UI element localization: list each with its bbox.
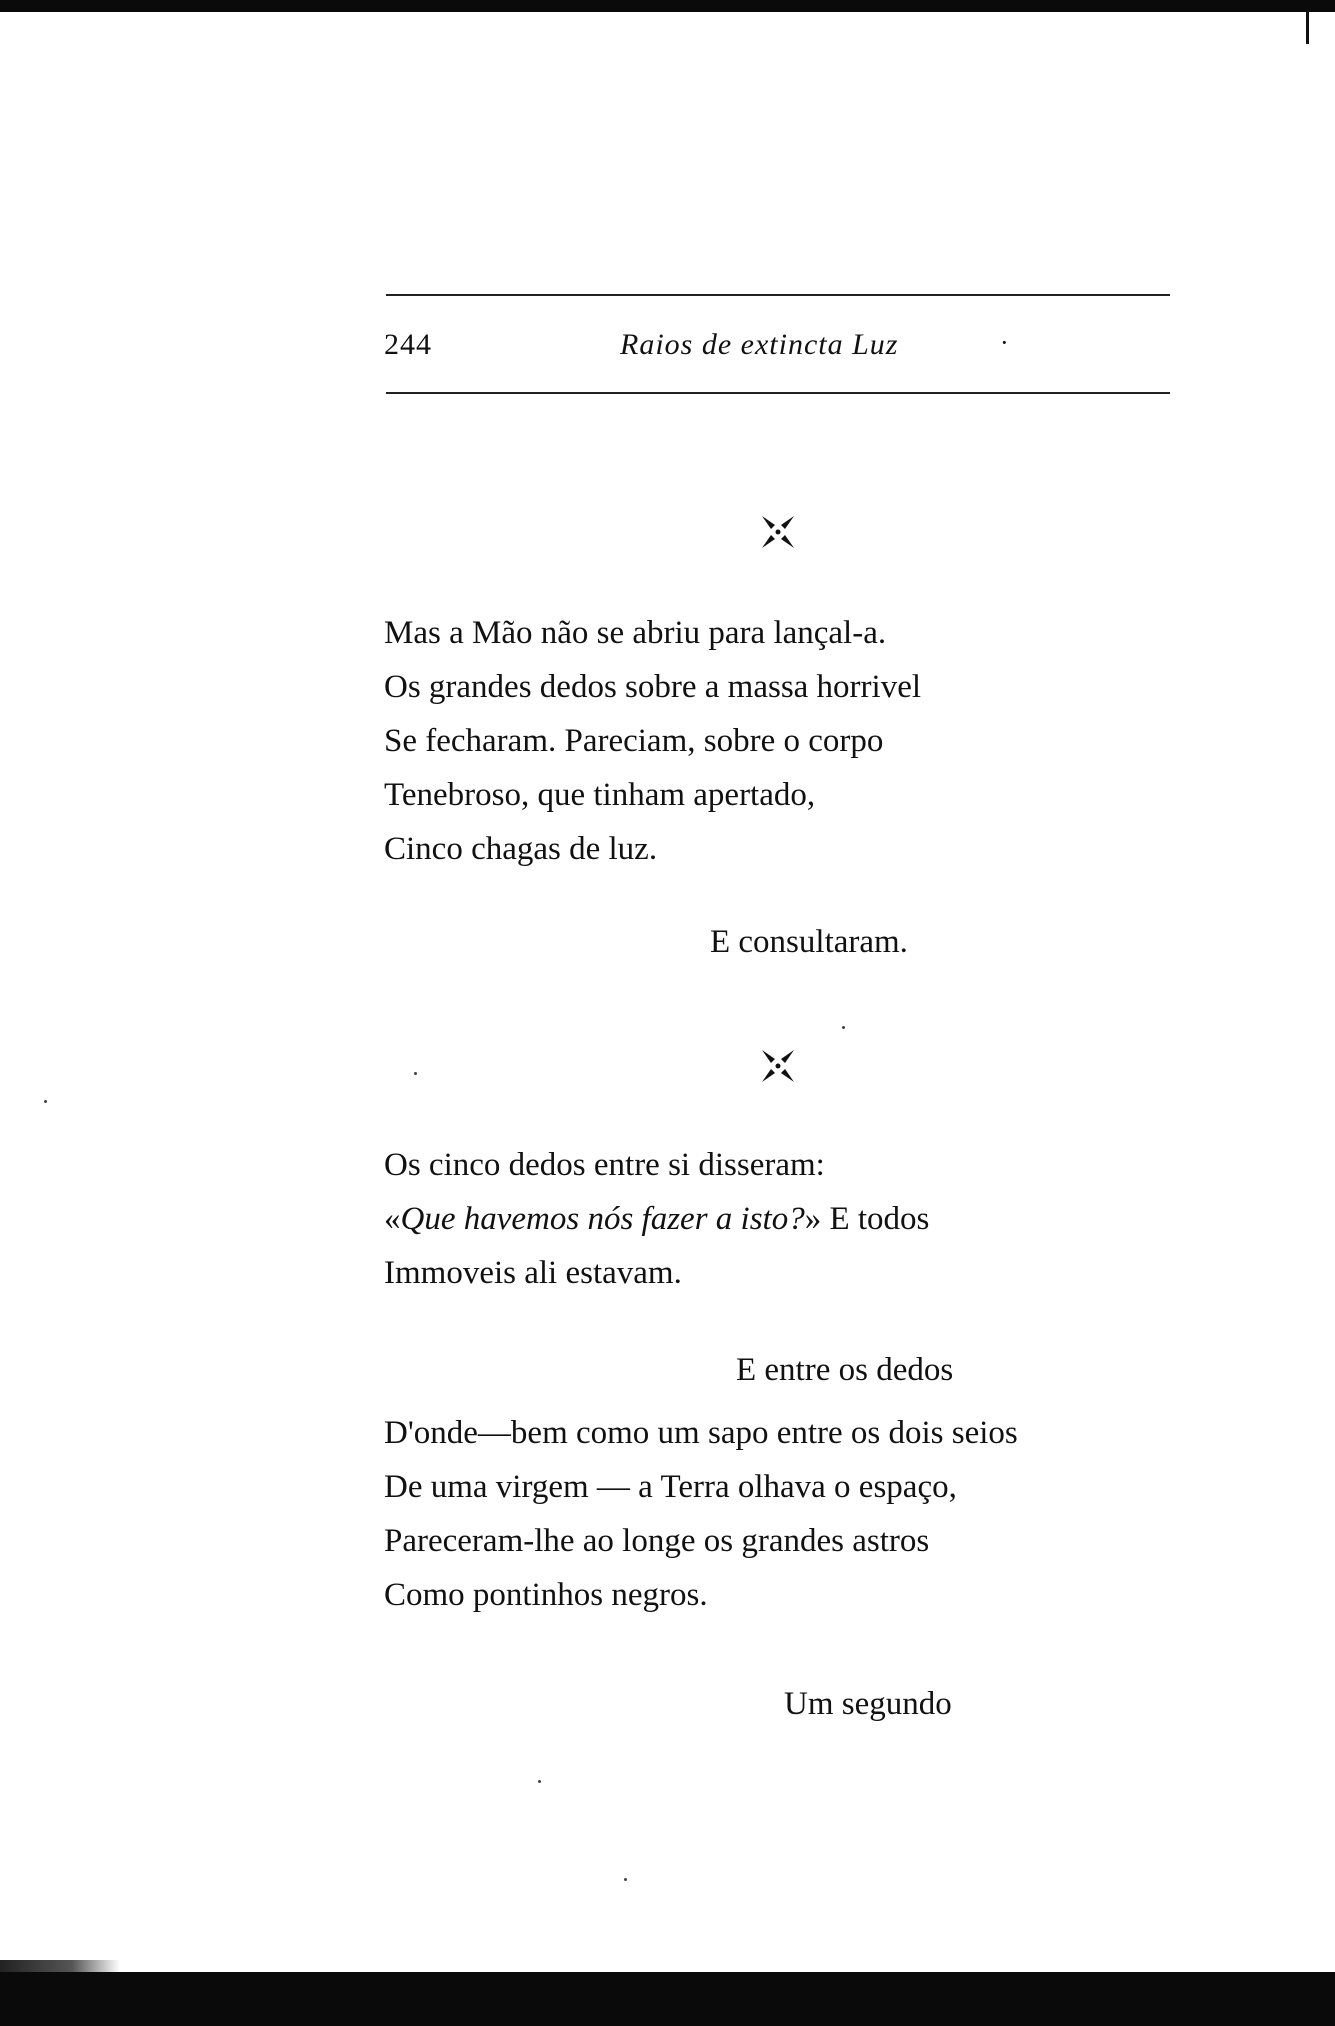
quote-open: « — [384, 1201, 401, 1237]
scan-border-bottom — [0, 1972, 1335, 2026]
verse-line: Os cinco dedos entre si disseram: — [384, 1147, 825, 1183]
header-rule-top — [386, 294, 1170, 296]
running-title: Raios de extincta Luz — [620, 328, 899, 361]
stanza-one — [384, 606, 921, 876]
verse-line: Immoveis ali estavam. — [384, 1255, 682, 1291]
stanza-two — [384, 1138, 929, 1300]
verse-line: D'onde—bem como um sapo entre os dois seios — [384, 1415, 1018, 1451]
verse-line-quote — [384, 1192, 929, 1246]
page-number: 244 — [384, 328, 432, 361]
verse-line: Como pontinhos negros. — [384, 1577, 708, 1613]
paper-speck — [624, 1878, 627, 1881]
paper-speck — [44, 1100, 47, 1103]
scan-streak-bottom — [0, 1960, 120, 1972]
verse-half-line: Um segundo — [784, 1686, 952, 1722]
verse-half-line: E entre os dedos — [736, 1352, 954, 1388]
quote-close: » — [804, 1201, 822, 1237]
verse-line: Tenebroso, que tinham apertado, — [384, 777, 816, 813]
verse-line: Mas a Mão não se abriu para lançal-a. — [384, 615, 887, 651]
header-rule-bottom — [386, 392, 1170, 394]
scan-border-top — [0, 0, 1335, 12]
header-dot: · — [1000, 328, 1009, 357]
verse-line: Se fecharam. Pareciam, sobre o corpo — [384, 723, 884, 759]
scan-mark-top-right — [1306, 10, 1309, 44]
verse-line: Pareceram-lhe ao longe os grandes astros — [384, 1523, 930, 1559]
ornament-cross-icon — [758, 1046, 798, 1086]
verse-half-line: E consultaram. — [710, 924, 908, 960]
ornament-cross-icon — [758, 512, 798, 552]
paper-speck — [842, 1026, 845, 1029]
paper-speck — [538, 1780, 541, 1783]
quoted-speech: Que havemos nós fazer a isto? — [400, 1201, 805, 1237]
verse-line: Os grandes dedos sobre a massa horrivel — [384, 669, 922, 705]
stanza-three — [384, 1406, 1018, 1622]
verse-line: De uma virgem — a Terra olhava o espaço, — [384, 1469, 957, 1505]
verse-line: Cinco chagas de luz. — [384, 831, 658, 867]
paper-speck — [414, 1072, 417, 1075]
verse-continuation: E todos — [821, 1201, 930, 1237]
